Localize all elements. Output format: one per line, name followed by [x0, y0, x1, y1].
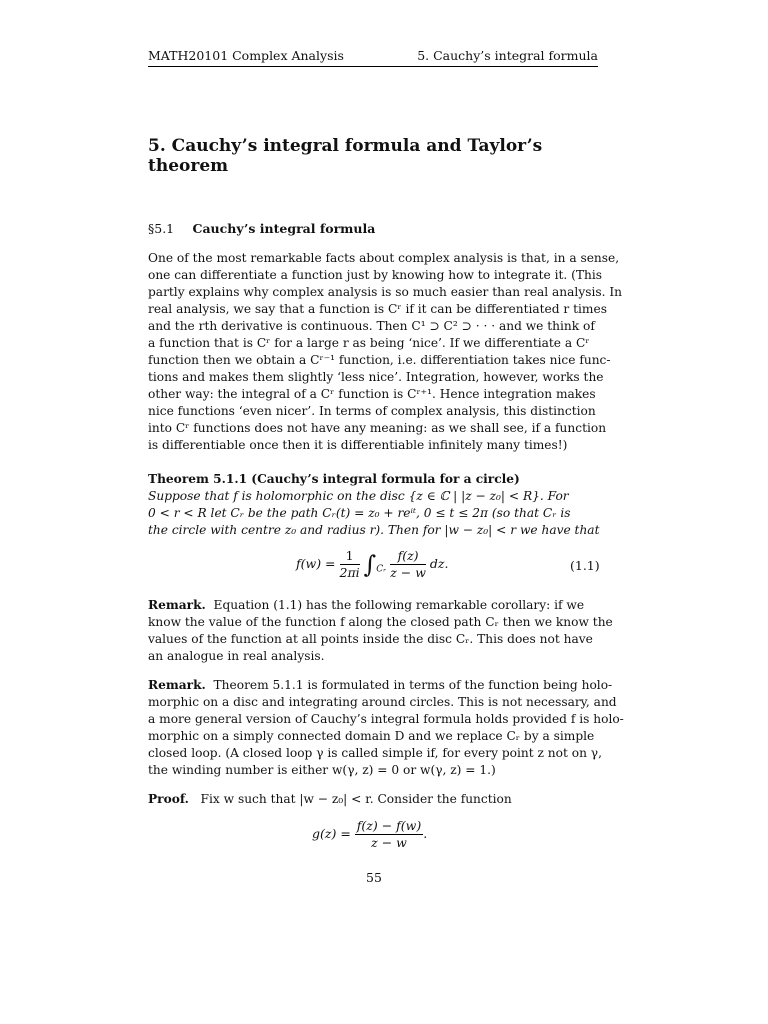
remark-2-line: closed loop. (A closed loop γ is called simple if, for every point z not on γ,: [148, 746, 602, 760]
intro-line: One of the most remarkable facts about complex analysis is that, in a sense,: [148, 251, 620, 265]
theorem-block: [148, 471, 598, 539]
eq2-den: z − w: [371, 835, 407, 850]
section-heading: [148, 221, 375, 236]
intro-line: a function that is Cʳ for a large r as being ‘nice’. If we differentiate a Cʳ: [148, 336, 590, 350]
eq1-coefficient: [340, 548, 360, 581]
remark-2: [148, 677, 624, 779]
section-number: §5.1: [148, 221, 175, 236]
remark-2-line: the winding number is either w(γ, z) = 0 or w(γ, z) = 1.): [148, 763, 496, 777]
intro-line: function then we obtain a Cʳ⁻¹ function, i.e. differentiation takes nice func-: [148, 353, 611, 367]
proof-text: Fix w such that |w − z₀| < r. Consider the function: [200, 792, 512, 806]
header-rule: [148, 66, 598, 67]
eq2-fraction: [355, 818, 423, 851]
equation-1-1: [296, 548, 448, 581]
remark-2-label: Remark.: [148, 678, 206, 692]
remark-2-first-line: [148, 677, 613, 694]
integral-sign: ∫: [363, 550, 377, 579]
eq1-integrand-num: f(z): [390, 548, 426, 565]
theorem-line: Suppose that f is holomorphic on the disc {z ∈ ℂ | |z − z₀| < R}. For: [148, 489, 569, 503]
intro-line: is differentiable once then it is differentiable infinitely many times!): [148, 438, 568, 452]
header-chapter: 5. Cauchy’s integral formula: [417, 48, 598, 63]
eq1-dz: dz.: [429, 556, 449, 571]
equation-g: [312, 818, 427, 851]
remark-1-line: Equation (1.1) has the following remarkable corollary: if we: [213, 598, 585, 612]
theorem-line: 0 < r < R let Cᵣ be the path Cᵣ(t) = z₀ + reⁱᵗ, 0 ≤ t ≤ 2π (so that Cᵣ is: [148, 506, 571, 520]
intro-line: tions and makes them slightly ‘less nice’. Integration, however, works the: [148, 370, 604, 384]
remark-1-first-line: [148, 597, 598, 614]
remark-1-line: an analogue in real analysis.: [148, 649, 325, 663]
section-title: Cauchy’s integral formula: [192, 221, 376, 236]
eq2-period: .: [423, 826, 428, 841]
intro-line: into Cʳ functions does not have any meaning: as we shall see, if a function: [148, 421, 607, 435]
eq1-integrand-den: z − w: [390, 565, 426, 580]
remark-2-line: morphic on a simply connected domain D and we replace Cᵣ by a simple: [148, 729, 595, 743]
theorem-heading: Theorem 5.1.1 (Cauchy’s integral formula for a circle): [148, 472, 520, 486]
chapter-title: 5. Cauchy’s integral formula and Taylor’s theorem: [148, 136, 543, 176]
intro-line: one can differentiate a function just by knowing how to integrate it. (This: [148, 268, 603, 282]
equation-number: (1.1): [570, 558, 600, 573]
remark-1-line: know the value of the function f along the closed path Cᵣ then we know the: [148, 615, 613, 629]
intro-line: other way: the integral of a Cʳ function is Cʳ⁺¹. Hence integration makes: [148, 387, 596, 401]
intro-paragraph: [148, 250, 623, 454]
eq2-lhs: g(z) =: [312, 826, 351, 841]
intro-line: partly explains why complex analysis is so much easier than real analysis. In: [148, 285, 623, 299]
intro-line: nice functions ‘even nicer’. In terms of complex analysis, this distinction: [148, 404, 596, 418]
proof-label: Proof.: [148, 792, 189, 806]
proof-line: [148, 791, 598, 808]
remark-2-line: a more general version of Cauchy’s integral formula holds provided f is holo-: [148, 712, 624, 726]
remark-1: [148, 597, 613, 665]
eq1-coef-den: 2πi: [339, 565, 360, 580]
theorem-line: the circle with centre z₀ and radius r). Then for |w − z₀| < r we have that: [148, 523, 600, 537]
eq1-coef-num: 1: [340, 548, 360, 565]
eq1-lhs: f(w) =: [296, 556, 336, 571]
eq1-integrand: [390, 548, 426, 581]
remark-2-line: Theorem 5.1.1 is formulated in terms of the function being holo-: [213, 678, 613, 692]
page-number: 55: [366, 870, 382, 885]
remark-1-line: values of the function at all points inside the disc Cᵣ. This does not have: [148, 632, 593, 646]
eq2-num: f(z) − f(w): [356, 818, 422, 833]
header-course: MATH20101 Complex Analysis: [148, 48, 344, 63]
proof-block: [148, 791, 598, 808]
remark-2-line: morphic on a disc and integrating around circles. This is not necessary, and: [148, 695, 617, 709]
remark-1-label: Remark.: [148, 598, 206, 612]
intro-line: real analysis, we say that a function is Cʳ if it can be differentiated r times: [148, 302, 607, 316]
eq1-path: Cᵣ: [376, 564, 387, 575]
intro-line: and the rth derivative is continuous. Then C¹ ⊃ C² ⊃ · · · and we think of: [148, 319, 595, 333]
